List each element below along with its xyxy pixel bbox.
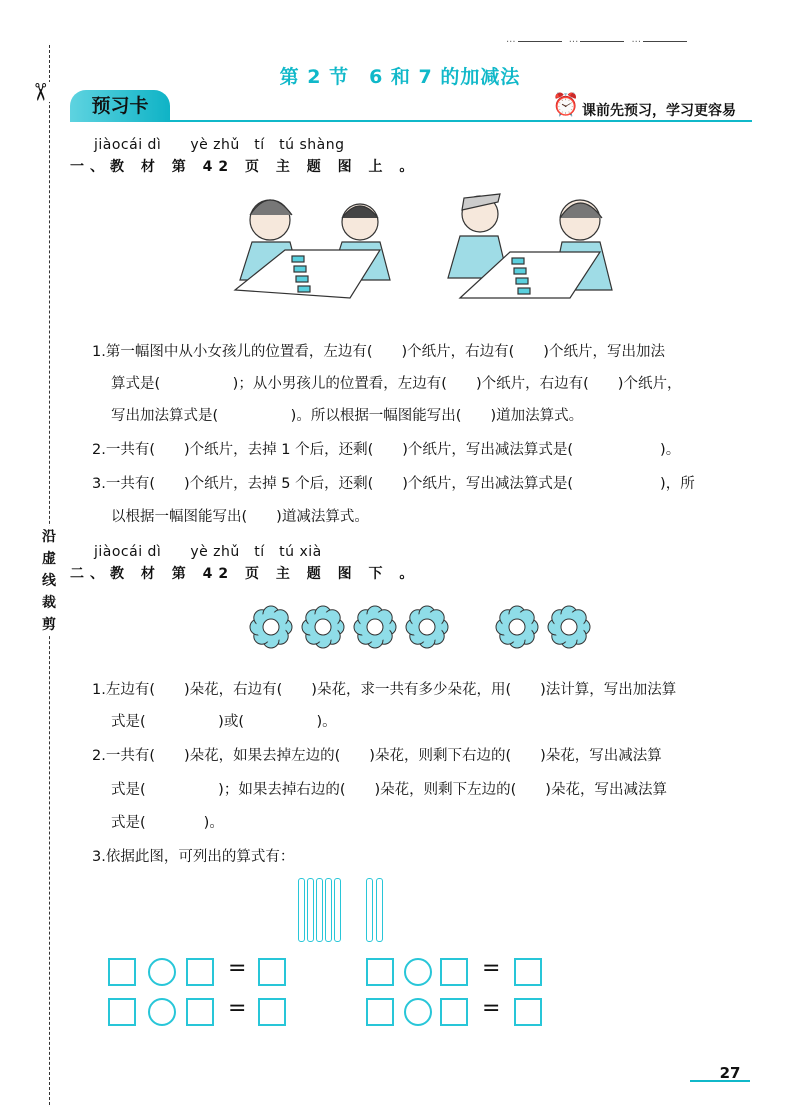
flower-icon — [300, 604, 346, 650]
answer-box[interactable] — [366, 998, 394, 1026]
answer-box[interactable] — [440, 958, 468, 986]
theme-illustration — [230, 180, 620, 310]
q1-line3: 写出加法算式是( )。所以根据一幅图能写出( )道加法算式。 — [111, 408, 584, 424]
q3-line1: 3.一共有( )个纸片，去掉 5 个后，还剩( )个纸片，写出减法算式是( )，所 — [92, 476, 695, 492]
page-title: 第 2 节 6 和 7 的加减法 — [279, 66, 521, 88]
card-divider — [170, 120, 752, 122]
flower-icon — [494, 604, 540, 650]
header-fields: ... ... ... — [506, 34, 691, 45]
q1-line2: 算式是( )；从小男孩儿的位置看，左边有( )个纸片，右边有( )个纸片， — [111, 376, 682, 392]
q2-2-line3: 式是( )。 — [111, 815, 224, 831]
section1-pinyin: jiàocái dì yè zhǔ tí tú shàng — [94, 137, 345, 153]
operator-circle[interactable] — [148, 958, 176, 986]
page-number: 27 — [719, 1064, 741, 1082]
answer-box[interactable] — [514, 998, 542, 1026]
operator-circle[interactable] — [404, 958, 432, 986]
section2-pinyin: jiàocái dì yè zhǔ tí tú xià — [94, 544, 322, 560]
equals-sign: = — [482, 996, 501, 1021]
flower-icon — [248, 604, 294, 650]
equals-sign: = — [482, 956, 501, 981]
answer-box[interactable] — [108, 958, 136, 986]
q2-line: 2.一共有( )个纸片，去掉 1 个后，还剩( )个纸片，写出减法算式是( )。 — [92, 442, 681, 458]
equals-sign: = — [228, 956, 247, 981]
q2-1-line2: 式是( )或( )。 — [111, 714, 337, 730]
answer-box[interactable] — [514, 958, 542, 986]
counting-stick — [325, 878, 332, 942]
equation-row — [366, 998, 556, 1026]
page-number-underline — [690, 1080, 750, 1082]
preview-tip: 课前先预习，学习更容易 — [582, 103, 736, 119]
q1-line1: 1.第一幅图中从小女孩儿的位置看，左边有( )个纸片，右边有( )个纸片，写出加法 — [92, 344, 665, 360]
flower-icon — [352, 604, 398, 650]
answer-box[interactable] — [186, 958, 214, 986]
answer-box[interactable] — [440, 998, 468, 1026]
girl-boy-scene-right — [448, 194, 612, 298]
operator-circle[interactable] — [404, 998, 432, 1026]
counting-stick — [376, 878, 383, 942]
scissors-icon: ✂ — [26, 81, 55, 103]
equation-row — [366, 958, 556, 986]
answer-box[interactable] — [186, 998, 214, 1026]
operator-circle[interactable] — [148, 998, 176, 1026]
alarm-clock-icon: ⏰ — [552, 93, 580, 118]
flower-icon — [546, 604, 592, 650]
q2-1-line1: 1.左边有( )朵花，右边有( )朵花，求一共有多少朵花，用( )法计算，写出加法算 — [92, 682, 677, 698]
equation-row — [108, 998, 298, 1026]
q2-2-line2: 式是( )；如果去掉右边的( )朵花，则剩下左边的( )朵花，写出减法算 — [111, 782, 667, 798]
answer-box[interactable] — [258, 958, 286, 986]
section1-heading: 一、教 材 第 42 页 主 题 图 上 。 — [70, 159, 420, 175]
counting-stick — [334, 878, 341, 942]
q2-3-line: 3.依据此图，可列出的算式有： — [92, 849, 295, 865]
counting-stick — [307, 878, 314, 942]
answer-box[interactable] — [108, 998, 136, 1026]
counting-stick — [298, 878, 305, 942]
flower-icon — [404, 604, 450, 650]
counting-stick — [366, 878, 373, 942]
girl-boy-scene-left — [235, 200, 390, 298]
answer-box[interactable] — [366, 958, 394, 986]
equation-row — [108, 958, 298, 986]
q2-2-line1: 2.一共有( )朵花，如果去掉左边的( )朵花，则剩下右边的( )朵花，写出减法算 — [92, 748, 662, 764]
section2-heading: 二、教 材 第 42 页 主 题 图 下 。 — [70, 566, 420, 582]
answer-box[interactable] — [258, 998, 286, 1026]
cut-instruction: 沿 虚 线 裁 剪 — [38, 526, 60, 636]
q3-line2: 以根据一幅图能写出( )道减法算式。 — [111, 509, 369, 525]
equals-sign: = — [228, 996, 247, 1021]
counting-stick — [316, 878, 323, 942]
preview-card-tab: 预习卡 — [70, 90, 170, 122]
